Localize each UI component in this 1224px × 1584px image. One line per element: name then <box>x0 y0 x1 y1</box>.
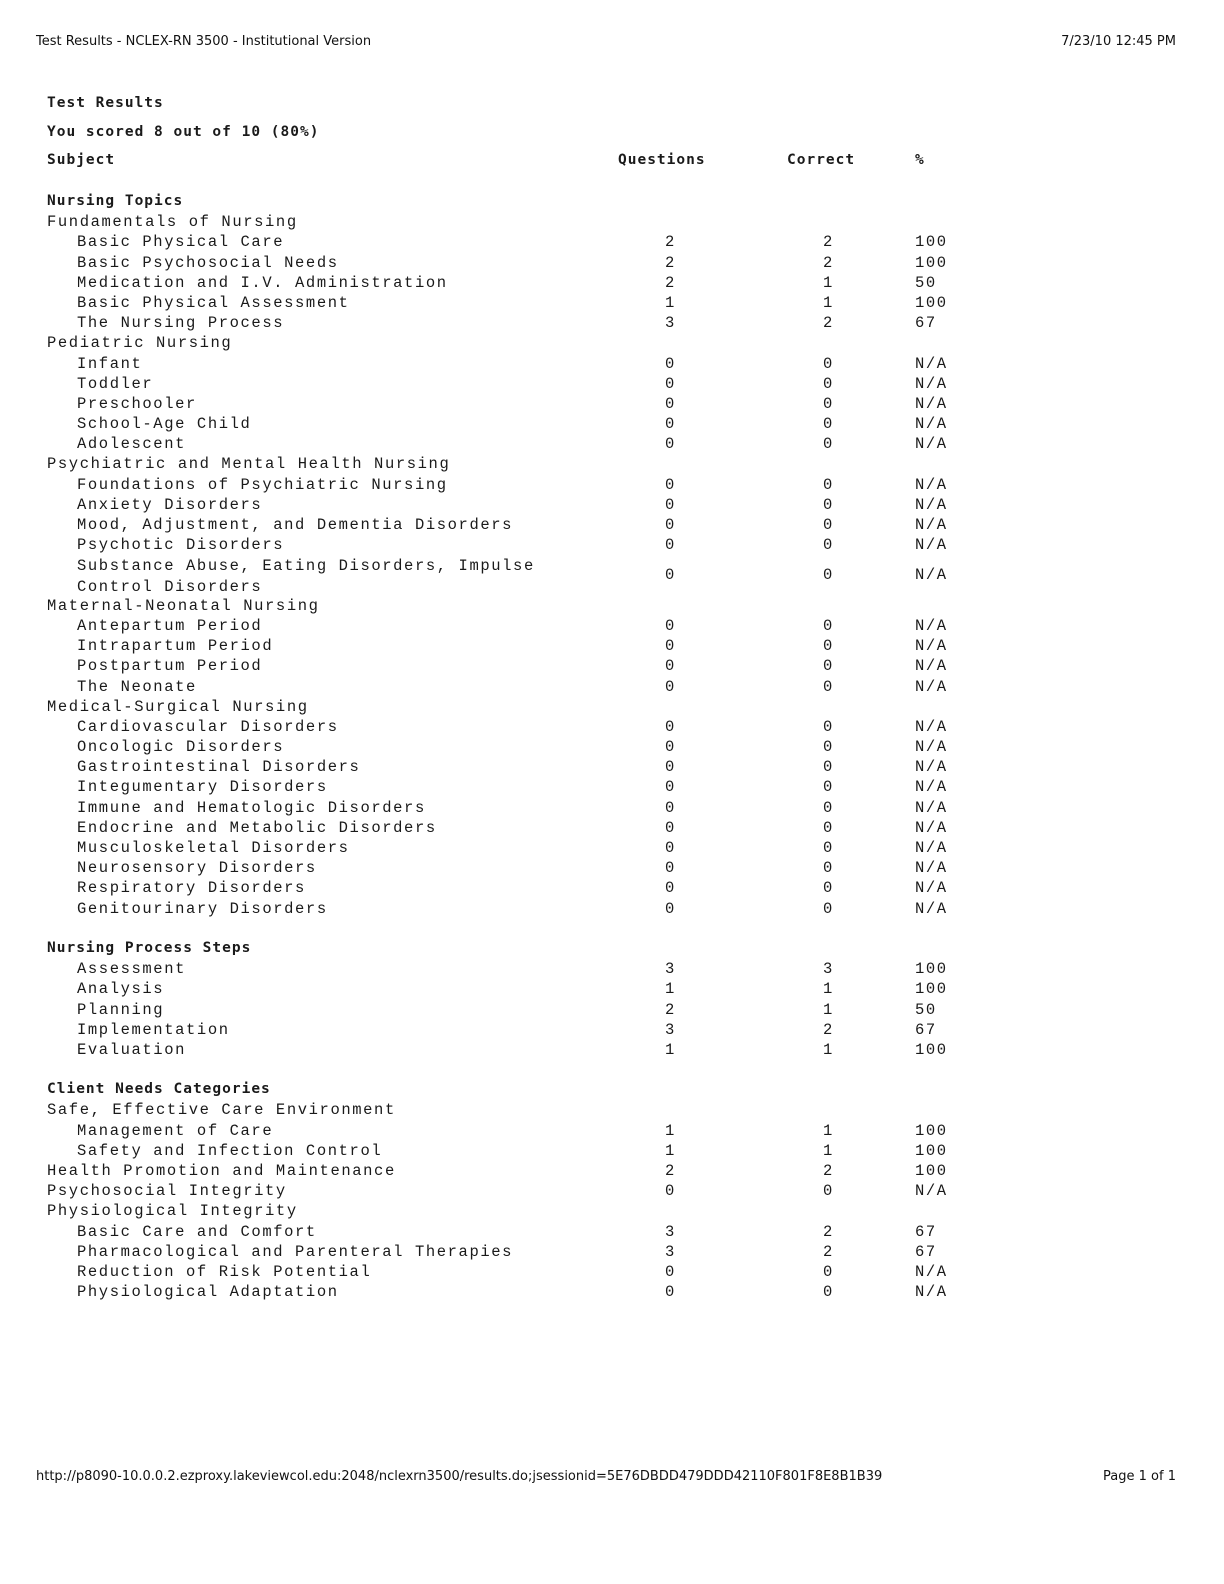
correct-count: 0 <box>823 859 834 878</box>
correct-count: 0 <box>823 1283 834 1302</box>
questions-count: 1 <box>665 1040 676 1059</box>
percent-value: 100 <box>915 980 948 999</box>
questions-count: 0 <box>665 354 676 373</box>
table-row <box>47 274 1007 294</box>
table-row <box>47 556 1007 596</box>
category-row <box>47 1202 1007 1222</box>
questions-count: 0 <box>665 415 676 434</box>
percent-value: N/A <box>915 778 948 797</box>
percent-value: 50 <box>915 273 937 292</box>
percent-value: 67 <box>915 1242 937 1261</box>
questions-count: 0 <box>665 798 676 817</box>
subject-label: Planning <box>77 1000 165 1019</box>
subject-label: Musculoskeletal Disorders <box>77 839 350 858</box>
percent-value: N/A <box>915 1182 948 1201</box>
percent-value: N/A <box>915 415 948 434</box>
percent-value: N/A <box>915 899 948 918</box>
questions-count: 0 <box>665 818 676 837</box>
questions-count: 0 <box>665 839 676 858</box>
correct-count: 0 <box>823 354 834 373</box>
percent-value: N/A <box>915 536 948 555</box>
subject-label: Foundations of Psychiatric Nursing <box>77 475 448 494</box>
table-row <box>47 1041 1007 1061</box>
questions-count: 0 <box>665 879 676 898</box>
percent-value: N/A <box>915 839 948 858</box>
score-summary: You scored 8 out of 10 (80%) <box>47 124 320 140</box>
correct-count: 0 <box>823 435 834 454</box>
correct-count: 0 <box>823 778 834 797</box>
subject-label: Oncologic Disorders <box>77 738 285 757</box>
questions-count: 0 <box>665 394 676 413</box>
table-row <box>47 254 1007 274</box>
subject-label: Intrapartum Period <box>77 637 274 656</box>
correct-count: 1 <box>823 1000 834 1019</box>
table-row <box>47 395 1007 415</box>
percent-value: N/A <box>915 738 948 757</box>
percent-value: N/A <box>915 394 948 413</box>
table-row <box>47 678 1007 698</box>
section-heading-row <box>47 193 1007 213</box>
table-row <box>47 839 1007 859</box>
subject-label: Health Promotion and Maintenance <box>47 1162 396 1181</box>
correct-count: 0 <box>823 657 834 676</box>
subject-label: Preschooler <box>77 394 197 413</box>
subject-label: Analysis <box>77 980 165 999</box>
category-label: Physiological Integrity <box>47 1202 298 1221</box>
category-label: Maternal-Neonatal Nursing <box>47 596 320 615</box>
table-row <box>47 1142 1007 1162</box>
subject-label: Basic Physical Assessment <box>77 293 350 312</box>
category-row <box>47 698 1007 718</box>
correct-count: 1 <box>823 293 834 312</box>
questions-count: 3 <box>665 1242 676 1261</box>
subject-label: Adolescent <box>77 435 187 454</box>
section-heading: Nursing Topics <box>47 193 184 209</box>
questions-count: 1 <box>665 1121 676 1140</box>
correct-count: 0 <box>823 758 834 777</box>
correct-count: 0 <box>823 879 834 898</box>
subject-label: Medication and I.V. Administration <box>77 273 448 292</box>
table-row <box>47 980 1007 1000</box>
correct-count: 0 <box>823 818 834 837</box>
table-row <box>47 1243 1007 1263</box>
table-row <box>47 1263 1007 1283</box>
correct-count: 0 <box>823 798 834 817</box>
correct-count: 0 <box>823 415 834 434</box>
category-row <box>47 334 1007 354</box>
correct-count: 3 <box>823 960 834 979</box>
percent-value: N/A <box>915 657 948 676</box>
questions-count: 0 <box>665 778 676 797</box>
correct-count: 0 <box>823 738 834 757</box>
percent-value: 67 <box>915 314 937 333</box>
category-label: Psychiatric and Mental Health Nursing <box>47 455 451 474</box>
percent-value: N/A <box>915 435 948 454</box>
percent-value: N/A <box>915 717 948 736</box>
correct-count: 0 <box>823 637 834 656</box>
correct-count: 0 <box>823 677 834 696</box>
percent-value: N/A <box>915 566 948 585</box>
subject-label: School-Age Child <box>77 415 252 434</box>
table-row <box>47 1182 1007 1202</box>
questions-count: 0 <box>665 637 676 656</box>
correct-count: 0 <box>823 516 834 534</box>
page-footer-page-number: Page 1 of 1 <box>1103 1469 1176 1484</box>
correct-count: 0 <box>823 374 834 393</box>
correct-count: 0 <box>823 839 834 858</box>
category-label: Fundamentals of Nursing <box>47 213 298 232</box>
table-row <box>47 1162 1007 1182</box>
category-row <box>47 597 1007 617</box>
table-row <box>47 233 1007 253</box>
results-table <box>47 193 1007 1303</box>
percent-value: 100 <box>915 1121 948 1140</box>
correct-count: 1 <box>823 273 834 292</box>
questions-count: 0 <box>665 1283 676 1302</box>
questions-count: 2 <box>665 1162 676 1181</box>
percent-value: 100 <box>915 1162 948 1181</box>
correct-count: 0 <box>823 475 834 494</box>
percent-value: N/A <box>915 495 948 514</box>
table-row <box>47 476 1007 496</box>
questions-count: 0 <box>665 536 676 555</box>
table-row <box>47 758 1007 778</box>
percent-value: N/A <box>915 374 948 393</box>
subject-label: Evaluation <box>77 1040 187 1059</box>
subject-label: Basic Physical Care <box>77 233 285 252</box>
questions-count: 3 <box>665 314 676 333</box>
correct-count: 0 <box>823 899 834 918</box>
column-percent: % <box>915 152 925 168</box>
table-row <box>47 718 1007 738</box>
correct-count: 0 <box>823 1262 834 1281</box>
correct-count: 2 <box>823 233 834 252</box>
table-row <box>47 1122 1007 1142</box>
percent-value: 100 <box>915 960 948 979</box>
column-subject: Subject <box>47 152 116 168</box>
table-row <box>47 819 1007 839</box>
table-row <box>47 637 1007 657</box>
correct-count: 2 <box>823 314 834 333</box>
correct-count: 1 <box>823 1141 834 1160</box>
table-row <box>47 496 1007 516</box>
table-row <box>47 1001 1007 1021</box>
subject-label: The Nursing Process <box>77 314 285 333</box>
subject-label: Antepartum Period <box>77 616 263 635</box>
questions-count: 0 <box>665 495 676 514</box>
table-row <box>47 1283 1007 1303</box>
subject-label: Neurosensory Disorders <box>77 859 317 878</box>
questions-count: 1 <box>665 293 676 312</box>
correct-count: 0 <box>823 394 834 413</box>
category-label: Pediatric Nursing <box>47 334 233 353</box>
correct-count: 2 <box>823 1242 834 1261</box>
percent-value: N/A <box>915 798 948 817</box>
questions-count: 0 <box>665 374 676 393</box>
subject-label: Anxiety Disorders <box>77 495 263 514</box>
subject-label: Postpartum Period <box>77 657 263 676</box>
percent-value: N/A <box>915 859 948 878</box>
spacer-row <box>47 1061 1007 1081</box>
category-label: Safe, Effective Care Environment <box>47 1101 396 1120</box>
table-row <box>47 879 1007 899</box>
questions-count: 0 <box>665 435 676 454</box>
table-row <box>47 1223 1007 1243</box>
percent-value: 100 <box>915 1141 948 1160</box>
subject-label: Cardiovascular Disorders <box>77 717 339 736</box>
table-row <box>47 375 1007 395</box>
percent-value: 100 <box>915 293 948 312</box>
questions-count: 0 <box>665 657 676 676</box>
percent-value: 50 <box>915 1000 937 1019</box>
subject-label: Basic Care and Comfort <box>77 1222 317 1241</box>
category-label: Medical-Surgical Nursing <box>47 697 309 716</box>
questions-count: 0 <box>665 677 676 696</box>
table-row <box>47 415 1007 435</box>
table-row <box>47 900 1007 920</box>
percent-value: N/A <box>915 637 948 656</box>
subject-label: Implementation <box>77 1020 230 1039</box>
column-correct: Correct <box>787 152 856 168</box>
table-row <box>47 314 1007 334</box>
subject-label: Psychosocial Integrity <box>47 1182 287 1201</box>
table-row <box>47 435 1007 455</box>
table-row <box>47 1021 1007 1041</box>
correct-count: 1 <box>823 1040 834 1059</box>
spacer-row <box>47 920 1007 940</box>
correct-count: 2 <box>823 1020 834 1039</box>
table-row <box>47 516 1007 536</box>
percent-value: 67 <box>915 1020 937 1039</box>
questions-count: 3 <box>665 1020 676 1039</box>
subject-label: Genitourinary Disorders <box>77 899 328 918</box>
column-questions: Questions <box>618 152 706 168</box>
category-row <box>47 455 1007 475</box>
section-heading: Client Needs Categories <box>47 1081 271 1098</box>
correct-count: 1 <box>823 980 834 999</box>
results-table-header <box>47 152 1007 174</box>
table-row <box>47 617 1007 637</box>
subject-label: Safety and Infection Control <box>77 1141 383 1160</box>
subject-label: Respiratory Disorders <box>77 879 306 898</box>
subject-label: Basic Psychosocial Needs <box>77 253 339 272</box>
questions-count: 0 <box>665 616 676 635</box>
questions-count: 0 <box>665 566 676 585</box>
percent-value: N/A <box>915 354 948 373</box>
category-row <box>47 1101 1007 1121</box>
correct-count: 1 <box>823 1121 834 1140</box>
subject-label: Pharmacological and Parenteral Therapies <box>77 1242 514 1261</box>
subject-label: Integumentary Disorders <box>77 778 328 797</box>
correct-count: 2 <box>823 253 834 272</box>
subject-label: Endocrine and Metabolic Disorders <box>77 818 437 837</box>
percent-value: N/A <box>915 616 948 635</box>
section-heading-row <box>47 940 1007 960</box>
percent-value: N/A <box>915 1262 948 1281</box>
correct-count: 0 <box>823 495 834 514</box>
percent-value: 100 <box>915 253 948 272</box>
table-row <box>47 859 1007 879</box>
subject-label: Toddler <box>77 374 154 393</box>
percent-value: N/A <box>915 1283 948 1302</box>
section-heading: Nursing Process Steps <box>47 939 252 956</box>
questions-count: 0 <box>665 899 676 918</box>
table-row <box>47 294 1007 314</box>
subject-label: Gastrointestinal Disorders <box>77 758 361 777</box>
percent-value: N/A <box>915 879 948 898</box>
correct-count: 0 <box>823 1182 834 1201</box>
table-row <box>47 536 1007 556</box>
table-row <box>47 778 1007 798</box>
report-title: Test Results <box>47 95 164 111</box>
questions-count: 0 <box>665 475 676 494</box>
questions-count: 2 <box>665 273 676 292</box>
percent-value: N/A <box>915 516 948 534</box>
section-heading-row <box>47 1081 1007 1101</box>
page-header-datetime: 7/23/10 12:45 PM <box>1061 34 1176 49</box>
questions-count: 3 <box>665 1222 676 1241</box>
table-row <box>47 657 1007 677</box>
page-footer-url: http://p8090-10.0.0.2.ezproxy.lakeviewcol.edu:2048/nclexrn3500/results.do;jsessionid=5E76DBDD479DDD42110F801F8E8B1B39 <box>36 1469 883 1484</box>
subject-label: Reduction of Risk Potential <box>77 1262 372 1281</box>
percent-value: N/A <box>915 677 948 696</box>
table-row <box>47 355 1007 375</box>
table-row <box>47 960 1007 980</box>
subject-label: Psychotic Disorders <box>77 536 285 555</box>
correct-count: 0 <box>823 566 834 585</box>
subject-label: Substance Abuse, Eating Disorders, Impulse Control Disorders <box>77 557 535 596</box>
category-row <box>47 213 1007 233</box>
questions-count: 1 <box>665 1141 676 1160</box>
subject-label: Management of Care <box>77 1121 274 1140</box>
subject-label: Assessment <box>77 960 187 979</box>
percent-value: N/A <box>915 818 948 837</box>
correct-count: 2 <box>823 1162 834 1181</box>
table-row <box>47 799 1007 819</box>
correct-count: 0 <box>823 616 834 635</box>
questions-count: 0 <box>665 1262 676 1281</box>
percent-value: 67 <box>915 1222 937 1241</box>
questions-count: 1 <box>665 980 676 999</box>
subject-label: The Neonate <box>77 677 197 696</box>
questions-count: 2 <box>665 1000 676 1019</box>
questions-count: 0 <box>665 738 676 757</box>
questions-count: 2 <box>665 233 676 252</box>
questions-count: 0 <box>665 1182 676 1201</box>
subject-label: Physiological Adaptation <box>77 1283 339 1302</box>
percent-value: N/A <box>915 758 948 777</box>
questions-count: 2 <box>665 253 676 272</box>
page-header-title: Test Results - NCLEX-RN 3500 - Institutional Version <box>36 34 372 49</box>
questions-count: 0 <box>665 717 676 736</box>
subject-label: Immune and Hematologic Disorders <box>77 798 426 817</box>
subject-label: Mood, Adjustment, and Dementia Disorders <box>77 516 514 534</box>
correct-count: 2 <box>823 1222 834 1241</box>
percent-value: 100 <box>915 1040 948 1059</box>
correct-count: 0 <box>823 717 834 736</box>
percent-value: 100 <box>915 233 948 252</box>
questions-count: 0 <box>665 516 676 534</box>
correct-count: 0 <box>823 536 834 555</box>
subject-label: Infant <box>77 354 143 373</box>
questions-count: 0 <box>665 758 676 777</box>
questions-count: 0 <box>665 859 676 878</box>
percent-value: N/A <box>915 475 948 494</box>
questions-count: 3 <box>665 960 676 979</box>
table-row <box>47 738 1007 758</box>
